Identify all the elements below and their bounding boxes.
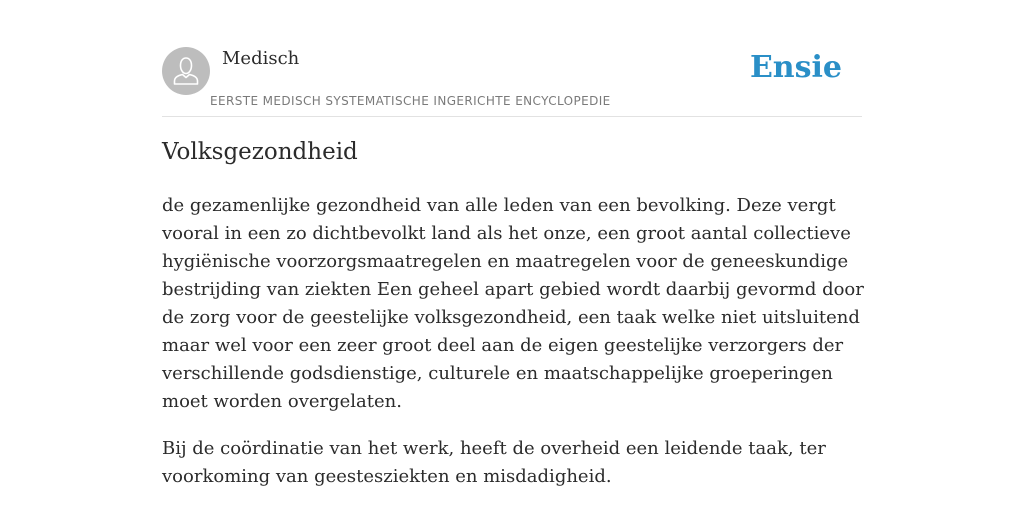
brand-logo[interactable]: Ensie bbox=[749, 50, 842, 85]
article-body bbox=[162, 192, 868, 510]
user-silhouette-icon bbox=[162, 47, 210, 95]
source-avatar[interactable] bbox=[162, 47, 210, 95]
source-name[interactable]: Medisch bbox=[222, 48, 300, 69]
source-subtitle: EERSTE MEDISCH SYSTEMATISCHE INGERICHTE ENCYCLOPEDIE bbox=[210, 94, 611, 108]
article-title: Volksgezondheid bbox=[162, 139, 358, 165]
article-paragraph: Bij de coördinatie van het werk, heeft de overheid een leidende taak, ter voorkoming van geestesziekten en misdadigheid. bbox=[162, 438, 826, 487]
article-paragraph: de gezamenlijke gezondheid van alle leden van een bevolking. Deze vergt vooral in een zo dichtbevolkt land als het onze, een groot aantal collectieve hygiënische voorzorgsmaatregelen en maatregelen voor de geneeskundige bestrijding van ziekten Een geheel apart gebied wordt daarbij gevormd door de zorg voor de geestelijke volksgezondheid, een taak welke niet uitsluitend maar wel voor een zeer groot deel aan de eigen geestelijke verzorgers der verschillende godsdienstige, culturele en maatschappelijke groeperingen moet worden overgelaten. bbox=[162, 195, 864, 412]
source-header bbox=[162, 46, 862, 117]
